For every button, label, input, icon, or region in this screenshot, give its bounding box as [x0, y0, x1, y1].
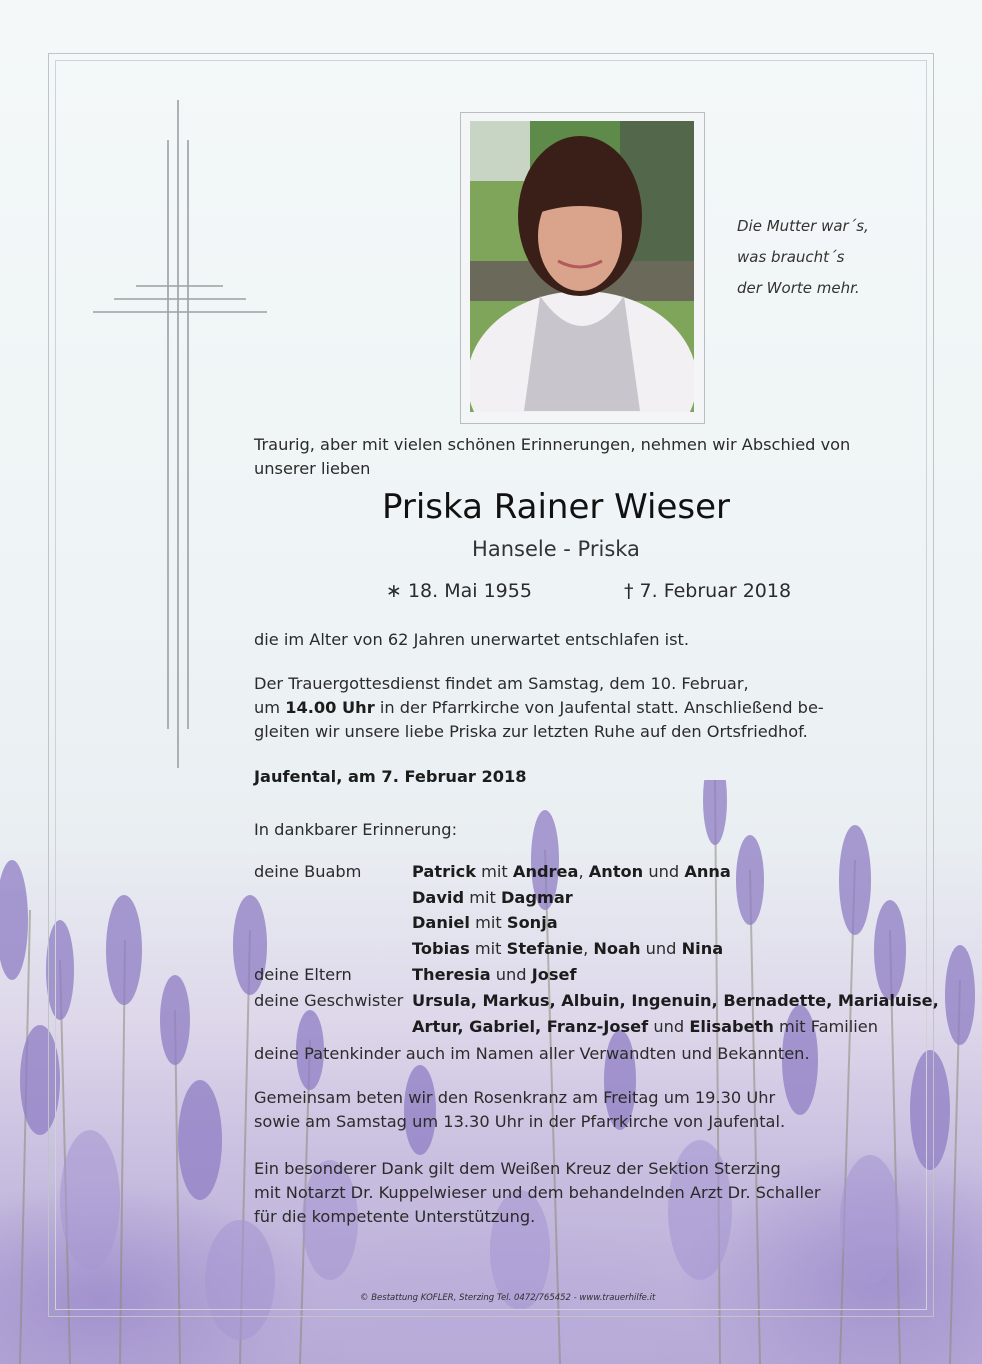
birth-date: ∗ 18. Mai 1955	[386, 580, 532, 602]
family-member: Noah	[593, 939, 641, 958]
rosary-line: Gemeinsam beten wir den Rosenkranz am Freitag um 19.30 Uhr	[254, 1088, 776, 1107]
deceased-name: Priska Rainer Wieser	[381, 487, 731, 527]
family-member: Daniel	[412, 913, 470, 932]
connector: mit	[469, 888, 496, 907]
family-row: deine Patenkinder auch im Namen aller Verwandten und Bekannten.	[254, 1044, 810, 1063]
family-member: Sonja	[506, 913, 558, 932]
connector: mit Familien	[779, 1017, 878, 1036]
family-row	[412, 988, 939, 1014]
service-text	[254, 672, 824, 744]
cross-icon	[90, 96, 270, 776]
service-line: Der Trauergottesdienst findet am Samstag, dem 10. Februar,	[254, 674, 749, 693]
thanks-line: für die kompetente Unterstützung.	[254, 1207, 536, 1226]
family-member: Andrea	[512, 862, 579, 881]
intro-line: unserer lieben	[254, 459, 371, 478]
family-member: Elisabeth	[689, 1017, 774, 1036]
connector: mit	[481, 862, 508, 881]
connector: und	[495, 965, 527, 984]
thanks-line: mit Notarzt Dr. Kuppelwieser und dem behandelnden Arzt Dr. Schaller	[254, 1183, 821, 1202]
connector: mit	[474, 939, 502, 958]
family-member: Anna	[684, 862, 731, 881]
family-member: Nina	[681, 939, 724, 958]
intro-line: Traurig, aber mit vielen schönen Erinnerungen, nehmen wir Abschied von	[254, 435, 851, 454]
gratitude-heading: In dankbarer Erinnerung:	[254, 820, 458, 839]
place-date: Jaufental, am 7. Februar 2018	[254, 767, 527, 786]
connector: ,	[578, 862, 584, 881]
service-line: gleiten wir unsere liebe Priska zur letzten Ruhe auf den Ortsfriedhof.	[254, 722, 808, 741]
family-member: Stefanie	[506, 939, 584, 958]
intro-text	[254, 433, 850, 481]
quote-line: der Worte mehr.	[737, 279, 860, 297]
memorial-quote	[737, 211, 869, 304]
family-member: Ursula, Markus, Albuin, Ingenuin, Bernadette, Marialuise,	[412, 991, 939, 1010]
family-member: Anton	[588, 862, 644, 881]
family-member: Artur, Gabriel, Franz-Josef	[412, 1017, 649, 1036]
family-row	[412, 859, 731, 885]
family-member: Dagmar	[501, 888, 573, 907]
family-row	[412, 1014, 878, 1040]
family-member: Theresia	[412, 965, 491, 984]
family-row	[412, 936, 723, 962]
family-label: deine Geschwister	[254, 991, 404, 1010]
connector: und	[653, 1017, 685, 1036]
family-member: Patrick	[412, 862, 476, 881]
nickname: Hansele - Priska	[472, 537, 640, 561]
family-label: deine Eltern	[254, 965, 352, 984]
service-text-part: um	[254, 698, 286, 717]
footer-credit: © Bestattung KOFLER, Sterzing Tel. 0472/765452 - www.trauerhilfe.it	[360, 1293, 656, 1303]
death-date: † 7. Februar 2018	[624, 580, 792, 602]
family-member: Josef	[531, 965, 577, 984]
family-row	[412, 885, 573, 911]
family-member: Tobias	[412, 939, 470, 958]
thanks-text	[254, 1157, 821, 1229]
service-text-part: in der Pfarrkirche von Jaufental statt. Anschließend be-	[374, 698, 824, 717]
service-time: 14.00 Uhr	[285, 698, 375, 717]
service-line	[254, 696, 824, 720]
connector: und	[648, 862, 680, 881]
connector: mit	[475, 913, 502, 932]
connector: ,	[583, 939, 589, 958]
quote-line: Die Mutter war´s,	[737, 217, 869, 235]
thanks-line: Ein besonderer Dank gilt dem Weißen Kreuz der Sektion Sterzing	[254, 1159, 781, 1178]
quote-line: was braucht´s	[737, 248, 845, 266]
rosary-text	[254, 1086, 785, 1134]
family-label: deine Buabm	[254, 862, 362, 881]
family-row	[412, 962, 577, 988]
portrait-photo	[470, 121, 694, 412]
age-line: die im Alter von 62 Jahren unerwartet entschlafen ist.	[254, 630, 690, 649]
rosary-line: sowie am Samstag um 13.30 Uhr in der Pfarrkirche von Jaufental.	[254, 1112, 786, 1131]
family-member: David	[412, 888, 465, 907]
family-row	[412, 910, 558, 936]
connector: und	[645, 939, 677, 958]
